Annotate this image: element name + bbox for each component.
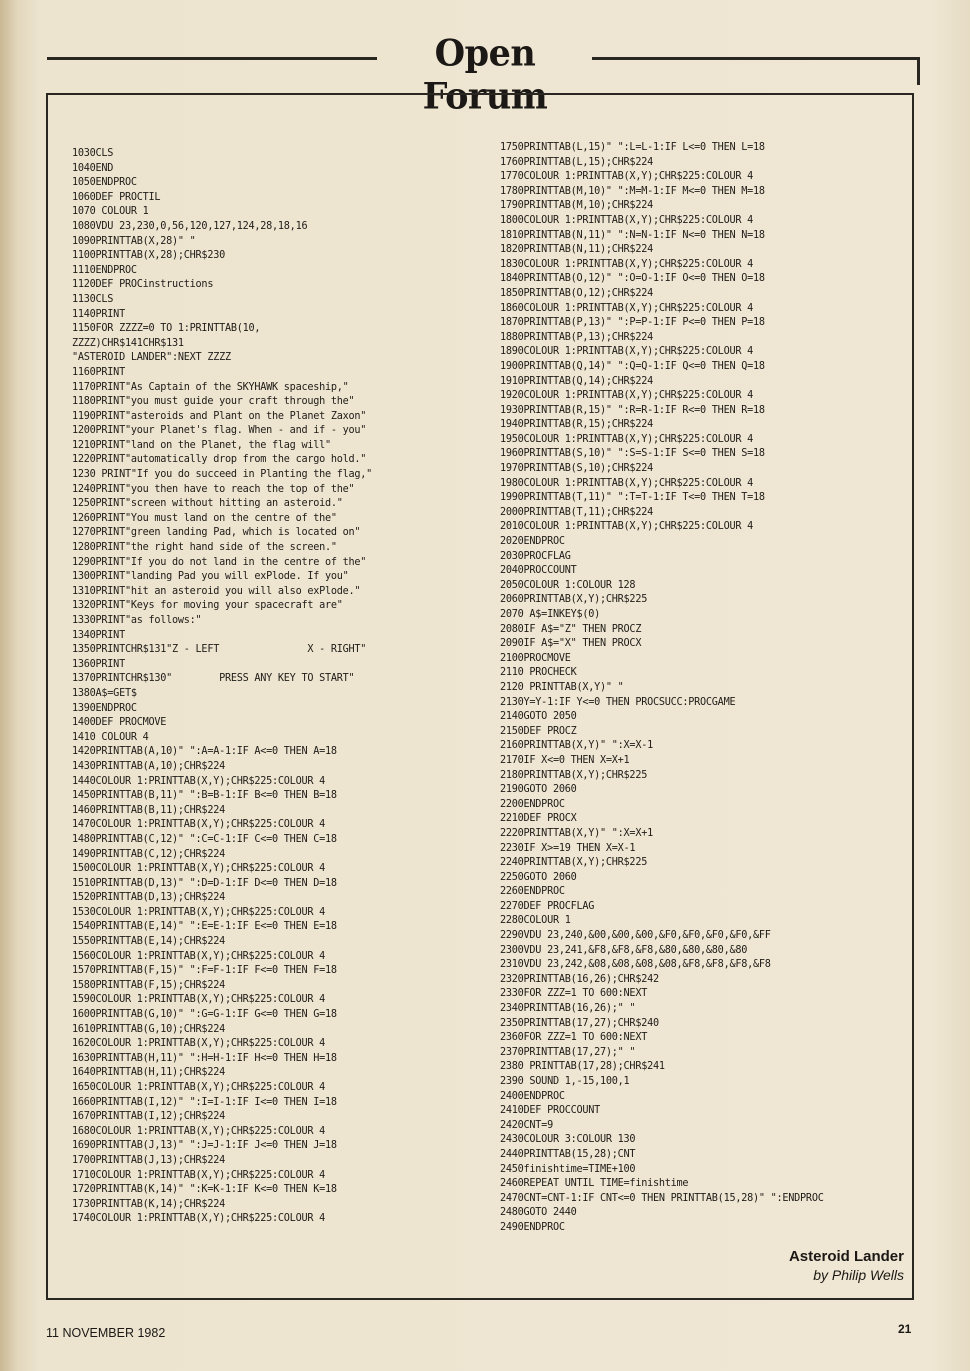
code-line: 1560COLOUR 1:PRINTTAB(X,Y);CHR$225:COLOUR 4 [72, 950, 325, 962]
code-line: 2340PRINTTAB(16,26);" " [500, 1003, 636, 1015]
issue-date: 11 NOVEMBER 1982 [46, 1326, 166, 1340]
code-line: 1260PRINT"You must land on the centre of the" [72, 512, 337, 524]
code-line: 2440PRINTTAB(15,28);CNT [500, 1148, 636, 1160]
code-line: 2410DEF PROCCOUNT [500, 1105, 601, 1117]
code-line: 1570PRINTTAB(F,15)" ":F=F-1:IF F<=0 THEN F=18 [72, 965, 337, 977]
code-line: 1980COLOUR 1:PRINTTAB(X,Y);CHR$225:COLOUR 4 [500, 477, 753, 489]
code-line: 1370PRINTCHR$130" PRESS ANY KEY TO START" [72, 673, 355, 685]
code-line: 1140PRINT [72, 308, 125, 320]
code-line: 1960PRINTTAB(S,10)" ":S=S-1:IF S<=0 THEN S=18 [500, 448, 765, 460]
code-line: 1670PRINTTAB(I,12);CHR$224 [72, 1111, 225, 1123]
code-line: 1680COLOUR 1:PRINTTAB(X,Y);CHR$225:COLOUR 4 [72, 1125, 325, 1137]
code-line: 2260ENDPROC [500, 886, 565, 898]
code-line: 1810PRINTTAB(N,11)" ":N=N-1:IF N<=0 THEN N=18 [500, 229, 765, 241]
code-line: 2310VDU 23,242,&08,&08,&08,&08,&F8,&F8,&F8,&F8 [500, 959, 771, 971]
code-line: 2240PRINTTAB(X,Y);CHR$225 [500, 857, 648, 869]
code-line: 2160PRINTTAB(X,Y)" ":X=X-1 [500, 740, 653, 752]
code-line: 1740COLOUR 1:PRINTTAB(X,Y);CHR$225:COLOUR 4 [72, 1213, 325, 1225]
code-line: 1700PRINTTAB(J,13);CHR$224 [72, 1154, 225, 1166]
code-line: 1840PRINTTAB(O,12)" ":O=O-1:IF O<=0 THEN O=18 [500, 273, 765, 285]
code-line: 1940PRINTTAB(R,15);CHR$224 [500, 419, 653, 431]
code-line: 1490PRINTTAB(C,12);CHR$224 [72, 848, 225, 860]
code-line: 1510PRINTTAB(D,13)" ":D=D-1:IF D<=0 THEN D=18 [72, 877, 337, 889]
code-line: 1910PRINTTAB(Q,14);CHR$224 [500, 375, 653, 387]
code-line: 1120DEF PROCinstructions [72, 279, 214, 291]
code-line: 2060PRINTTAB(X,Y);CHR$225 [500, 594, 648, 606]
code-line: 2220PRINTTAB(X,Y)" ":X=X+1 [500, 827, 653, 839]
code-line: 1720PRINTTAB(K,14)" ":K=K-1:IF K<=0 THEN K=18 [72, 1184, 337, 1196]
listing-right-column [500, 141, 912, 1236]
code-line: 1240PRINT"you then have to reach the top of the" [72, 483, 355, 495]
code-line: 1660PRINTTAB(I,12)" ":I=I-1:IF I<=0 THEN I=18 [72, 1096, 337, 1108]
code-line: 2230IF X>=19 THEN X=X-1 [500, 842, 636, 854]
code-line: 1480PRINTTAB(C,12)" ":C=C-1:IF C<=0 THEN C=18 [72, 833, 337, 845]
code-line: 1110ENDPROC [72, 264, 137, 276]
code-line: 1050ENDPROC [72, 177, 137, 189]
code-line: 1880PRINTTAB(P,13);CHR$224 [500, 331, 653, 343]
code-line: 1690PRINTTAB(J,13)" ":J=J-1:IF J<=0 THEN J=18 [72, 1140, 337, 1152]
code-line: 2480GOTO 2440 [500, 1207, 577, 1219]
code-line: 2010COLOUR 1:PRINTTAB(X,Y);CHR$225:COLOUR 4 [500, 521, 753, 533]
listing-left-column [72, 147, 462, 1227]
code-line: 2360FOR ZZZ=1 TO 600:NEXT [500, 1032, 648, 1044]
code-line: 2450finishtime=TIME+100 [500, 1163, 636, 1175]
code-line: 1070 COLOUR 1 [72, 206, 149, 218]
code-line: 2300VDU 23,241,&F8,&F8,&F8,&80,&80,&80,&80 [500, 944, 748, 956]
code-line: 1800COLOUR 1:PRINTTAB(X,Y);CHR$225:COLOUR 4 [500, 214, 753, 226]
code-line: 1040END [72, 162, 114, 174]
code-line: 2180PRINTTAB(X,Y);CHR$225 [500, 769, 648, 781]
code-line: 1330PRINT"as follows:" [72, 615, 202, 626]
code-line: 2430COLOUR 3:COLOUR 130 [500, 1134, 636, 1146]
code-line: 1190PRINT"asteroids and Plant on the Planet Zaxon" [72, 410, 367, 422]
code-line: 1310PRINT"hit an asteroid you will also exPlode." [72, 585, 361, 597]
code-line: 1030CLS [72, 148, 114, 159]
code-line: 1820PRINTTAB(N,11);CHR$224 [500, 244, 653, 256]
code-line: 1130CLS [72, 293, 114, 305]
code-line: 2050COLOUR 1:COLOUR 128 [500, 579, 636, 591]
code-line: 1420PRINTTAB(A,10)" ":A=A-1:IF A<=0 THEN A=18 [72, 746, 337, 758]
code-line: 2110 PROCHECK [500, 667, 577, 679]
code-line: 1860COLOUR 1:PRINTTAB(X,Y);CHR$225:COLOUR 4 [500, 302, 753, 314]
code-line: 1360PRINT [72, 658, 125, 670]
code-line: 1850PRINTTAB(O,12);CHR$224 [500, 287, 653, 299]
code-line: 1180PRINT"you must guide your craft through the" [72, 396, 355, 408]
code-line: 1080VDU 23,230,0,56,120,127,124,28,18,16 [72, 220, 308, 232]
code-line: 1230 PRINT"If you do succeed in Planting the flag," [72, 469, 373, 481]
code-line: 1090PRINTTAB(X,28)" " [72, 235, 196, 247]
code-line: 1780PRINTTAB(M,10)" ":M=M-1:IF M<=0 THEN M=18 [500, 185, 765, 197]
code-line: 1650COLOUR 1:PRINTTAB(X,Y);CHR$225:COLOUR 4 [72, 1082, 325, 1093]
code-line: 1280PRINT"the right hand side of the screen." [72, 542, 337, 554]
code-line: 2330FOR ZZZ=1 TO 600:NEXT [500, 988, 648, 1000]
header-rule-left [47, 57, 377, 60]
code-line: 1890COLOUR 1:PRINTTAB(X,Y);CHR$225:COLOUR 4 [500, 346, 753, 358]
code-line: 1870PRINTTAB(P,13)" ":P=P-1:IF P<=0 THEN P=18 [500, 317, 765, 329]
code-line: 1350PRINTCHR$131"Z - LEFT X - RIGHT" [72, 644, 367, 656]
code-line: 1290PRINT"If you do not land in the centre of the" [72, 556, 367, 568]
code-line: 2270DEF PROCFLAG [500, 900, 595, 912]
code-line: 2250GOTO 2060 [500, 871, 577, 883]
code-line: 1550PRINTTAB(E,14);CHR$224 [72, 936, 225, 948]
code-line: 2000PRINTTAB(T,11);CHR$224 [500, 506, 653, 518]
code-line: 1610PRINTTAB(G,10);CHR$224 [72, 1023, 225, 1035]
code-line: 2130Y=Y-1:IF Y<=0 THEN PROCSUCC:PROCGAME [500, 696, 736, 708]
code-line: 1210PRINT"land on the Planet, the flag will" [72, 439, 331, 451]
code-line: 2020ENDPROC [500, 536, 565, 548]
page-title: Open Forum [422, 31, 548, 119]
code-line: 1930PRINTTAB(R,15)" ":R=R-1:IF R<=0 THEN R=18 [500, 404, 765, 416]
code-line: 2320PRINTTAB(16,26);CHR$242 [500, 973, 659, 985]
code-line: 1150FOR ZZZZ=0 TO 1:PRINTTAB(10, [72, 323, 261, 335]
code-line: 2040PROCCOUNT [500, 565, 577, 577]
code-line: 1200PRINT"your Planet's flag. When - and if - you" [72, 425, 367, 437]
code-line: 1790PRINTTAB(M,10);CHR$224 [500, 200, 653, 212]
code-line: 1710COLOUR 1:PRINTTAB(X,Y);CHR$225:COLOUR 4 [72, 1169, 325, 1181]
code-line: "ASTEROID LANDER":NEXT ZZZZ [72, 352, 231, 364]
code-line: 1750PRINTTAB(L,15)" ":L=L-1:IF L<=0 THEN L=18 [500, 142, 765, 153]
code-line: 1730PRINTTAB(K,14);CHR$224 [72, 1198, 225, 1210]
code-line: 1600PRINTTAB(G,10)" ":G=G-1:IF G<=0 THEN G=18 [72, 1009, 337, 1021]
code-line: 1250PRINT"screen without hitting an asteroid." [72, 498, 343, 510]
code-line: 1590COLOUR 1:PRINTTAB(X,Y);CHR$225:COLOUR 4 [72, 994, 325, 1006]
code-line: 1440COLOUR 1:PRINTTAB(X,Y);CHR$225:COLOUR 4 [72, 775, 325, 787]
code-line: 1830COLOUR 1:PRINTTAB(X,Y);CHR$225:COLOUR 4 [500, 258, 753, 270]
code-line: 2380 PRINTTAB(17,28);CHR$241 [500, 1061, 665, 1073]
code-line: 1170PRINT"As Captain of the SKYHAWK spaceship," [72, 381, 349, 393]
code-line: 2100PROCMOVE [500, 652, 571, 664]
code-line: 1390ENDPROC [72, 702, 137, 714]
code-line: 2120 PRINTTAB(X,Y)" " [500, 681, 624, 693]
code-line: 2290VDU 23,240,&00,&00,&00,&F0,&F0,&F0,&F0,&FF [500, 930, 771, 942]
code-line: 2490ENDPROC [500, 1221, 565, 1233]
header-rule-cap [917, 57, 920, 85]
code-line: 2070 A$=INKEY$(0) [500, 609, 601, 620]
page-number: 21 [898, 1322, 912, 1336]
code-line: 1520PRINTTAB(D,13);CHR$224 [72, 892, 225, 904]
code-line: ZZZZ)CHR$141CHR$131 [72, 337, 184, 349]
code-line: 2370PRINTTAB(17,27);" " [500, 1046, 636, 1058]
code-line: 1400DEF PROCMOVE [72, 717, 167, 729]
code-line: 2170IF X<=0 THEN X=X+1 [500, 754, 630, 766]
code-line: 1100PRINTTAB(X,28);CHR$230 [72, 250, 225, 262]
code-line: 2140GOTO 2050 [500, 711, 577, 723]
code-line: 1580PRINTTAB(F,15);CHR$224 [72, 979, 225, 991]
code-line: 1220PRINT"automatically drop from the cargo hold." [72, 454, 367, 466]
code-line: 1950COLOUR 1:PRINTTAB(X,Y);CHR$225:COLOUR 4 [500, 433, 753, 445]
code-line: 2090IF A$="X" THEN PROCX [500, 638, 642, 650]
code-line: 2190GOTO 2060 [500, 784, 577, 796]
code-line: 2390 SOUND 1,-15,100,1 [500, 1076, 630, 1087]
code-line: 1060DEF PROCTIL [72, 191, 161, 203]
program-author: by Philip Wells [813, 1267, 904, 1283]
code-line: 1300PRINT"landing Pad you will exPlode. If you" [72, 571, 349, 583]
code-line: 1340PRINT [72, 629, 125, 641]
code-line: 1430PRINTTAB(A,10);CHR$224 [72, 760, 225, 772]
code-line: 1160PRINT [72, 366, 125, 378]
code-line: 1990PRINTTAB(T,11)" ":T=T-1:IF T<=0 THEN T=18 [500, 492, 765, 504]
code-line: 2280COLOUR 1 [500, 915, 571, 927]
code-line: 1770COLOUR 1:PRINTTAB(X,Y);CHR$225:COLOUR 4 [500, 171, 753, 183]
code-line: 1500COLOUR 1:PRINTTAB(X,Y);CHR$225:COLOUR 4 [72, 863, 325, 875]
code-line: 1450PRINTTAB(B,11)" ":B=B-1:IF B<=0 THEN B=18 [72, 790, 337, 802]
program-title: Asteroid Lander [788, 1248, 904, 1265]
code-line: 2460REPEAT UNTIL TIME=finishtime [500, 1178, 689, 1190]
code-line: 1380A$=GET$ [72, 687, 137, 699]
code-line: 1320PRINT"Keys for moving your spacecraft are" [72, 600, 343, 612]
code-line: 1640PRINTTAB(H,11);CHR$224 [72, 1067, 225, 1079]
code-line: 1630PRINTTAB(H,11)" ":H=H-1:IF H<=0 THEN H=18 [72, 1052, 337, 1064]
code-line: 1460PRINTTAB(B,11);CHR$224 [72, 804, 225, 816]
code-line: 1540PRINTTAB(E,14)" ":E=E-1:IF E<=0 THEN E=18 [72, 921, 337, 933]
code-line: 2470CNT=CNT-1:IF CNT<=0 THEN PRINTTAB(15,28)" ":ENDPROC [500, 1192, 824, 1204]
code-line: 1270PRINT"green landing Pad, which is located on" [72, 527, 361, 539]
code-line: 2210DEF PROCX [500, 813, 577, 825]
code-line: 2350PRINTTAB(17,27);CHR$240 [500, 1017, 659, 1029]
code-line: 2200ENDPROC [500, 798, 565, 810]
code-line: 1470COLOUR 1:PRINTTAB(X,Y);CHR$225:COLOUR 4 [72, 819, 325, 831]
byline [740, 1248, 904, 1284]
code-line: 1530COLOUR 1:PRINTTAB(X,Y);CHR$225:COLOUR 4 [72, 906, 325, 918]
code-line: 2400ENDPROC [500, 1090, 565, 1102]
code-line: 1970PRINTTAB(S,10);CHR$224 [500, 463, 653, 475]
code-line: 2150DEF PROCZ [500, 725, 577, 737]
code-line: 1410 COLOUR 4 [72, 731, 149, 743]
code-line: 1900PRINTTAB(Q,14)" ":Q=Q-1:IF Q<=0 THEN Q=18 [500, 360, 765, 372]
code-line: 1760PRINTTAB(L,15);CHR$224 [500, 156, 653, 168]
code-line: 2080IF A$="Z" THEN PROCZ [500, 623, 642, 635]
code-line: 1620COLOUR 1:PRINTTAB(X,Y);CHR$225:COLOUR 4 [72, 1038, 325, 1050]
code-line: 1920COLOUR 1:PRINTTAB(X,Y);CHR$225:COLOUR 4 [500, 390, 753, 402]
header-rule-right [592, 57, 919, 60]
code-line: 2420CNT=9 [500, 1119, 553, 1131]
code-line: 2030PROCFLAG [500, 550, 571, 562]
